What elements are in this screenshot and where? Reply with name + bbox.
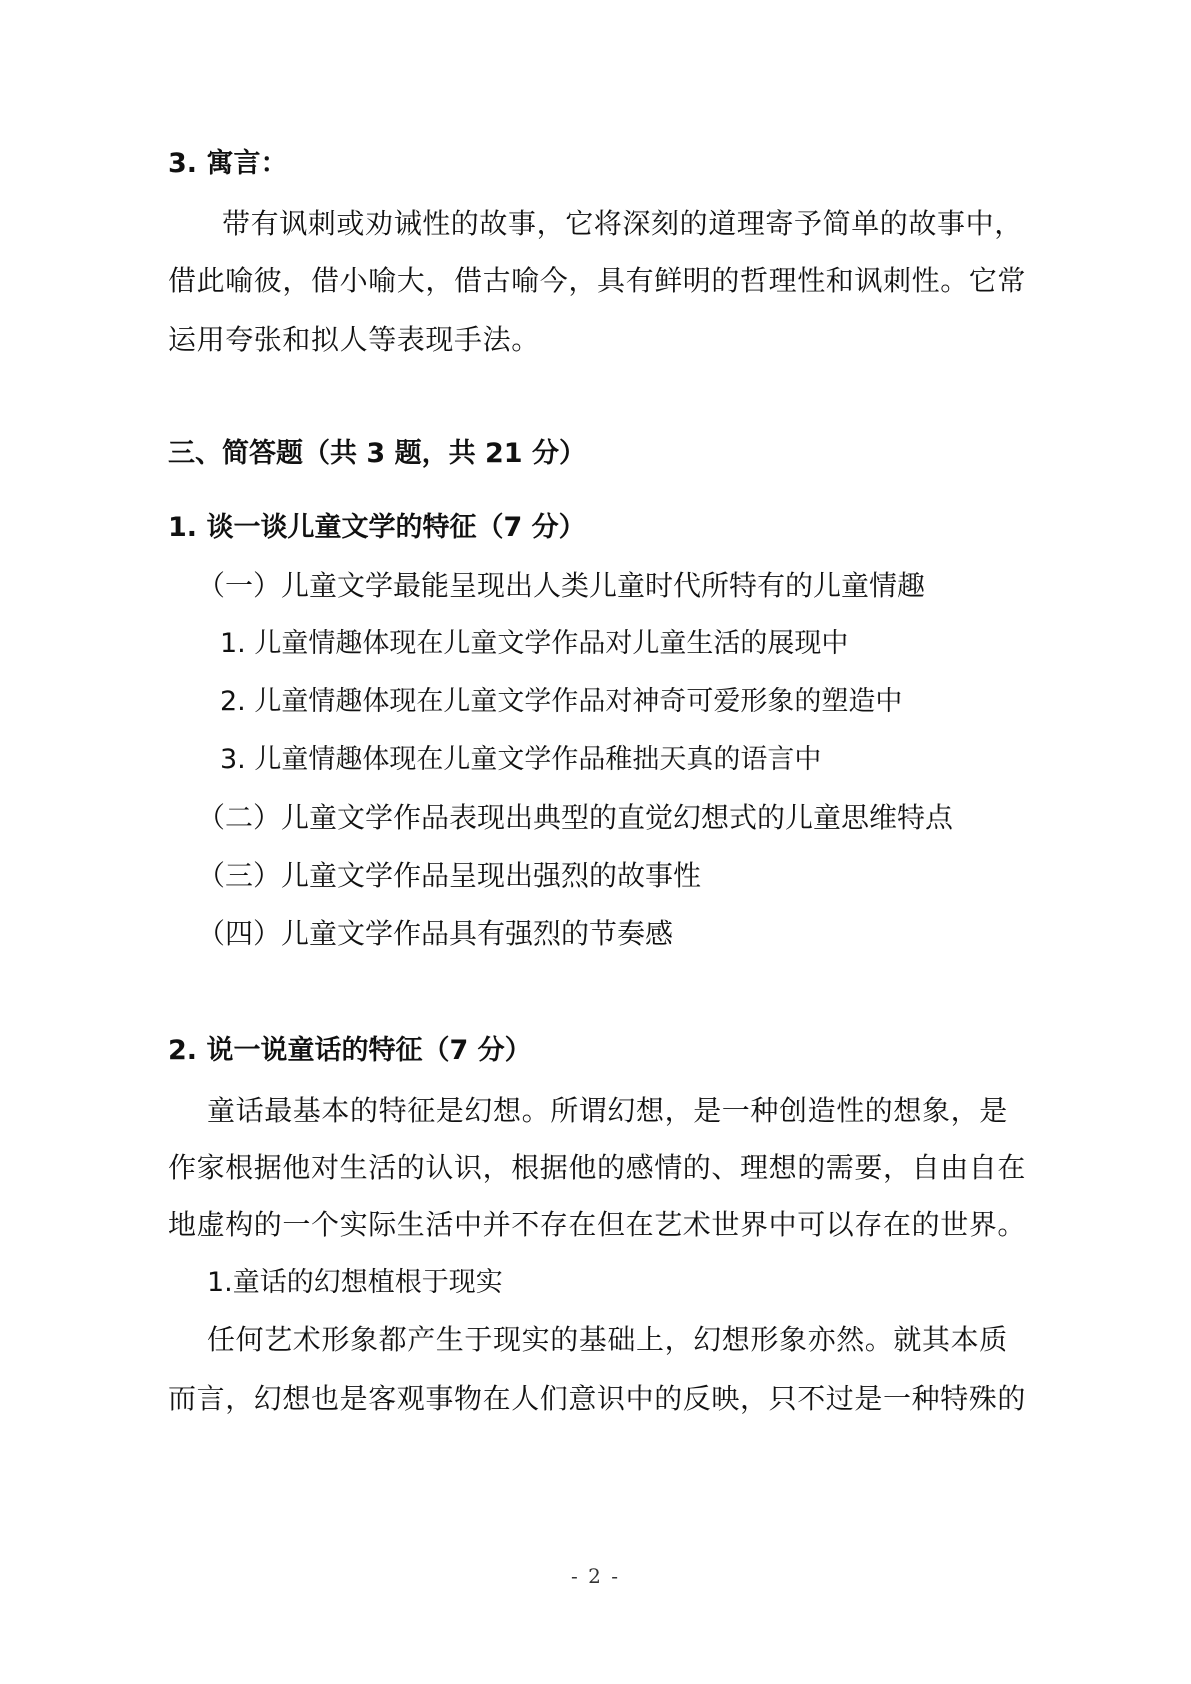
q2-para1-line-2: 作家根据他对生活的认识，根据他的感情的、理想的需要，自由自在 (168, 1151, 1027, 1184)
fable-heading: 3. 寓言： (168, 148, 288, 179)
q1-point-4: （四）儿童文学作品具有强烈的节奏感 (197, 917, 674, 950)
q2-para1-line-1: 童话最基本的特征是幻想。所谓幻想，是一种创造性的想象，是 (207, 1094, 1008, 1127)
q1-subpoint-2: 2. 儿童情趣体现在儿童文学作品对神奇可爱形象的塑造中 (220, 686, 903, 717)
fable-para-line-2: 借此喻彼，借小喻大，借古喻今，具有鲜明的哲理性和讽刺性。它常 (168, 264, 1027, 297)
q1-point-1: （一）儿童文学最能呈现出人类儿童时代所特有的儿童情趣 (197, 569, 926, 602)
q2-para2-line-2: 而言，幻想也是客观事物在人们意识中的反映，只不过是一种特殊的 (168, 1382, 1027, 1415)
fable-para-line-3: 运用夸张和拟人等表现手法。 (168, 323, 540, 356)
question-2-title: 2. 说一说童话的特征（7 分） (168, 1035, 532, 1066)
short-answer-heading: 三、简答题（共 3 题，共 21 分） (168, 438, 586, 469)
q2-para2-line-1: 任何艺术形象都产生于现实的基础上，幻想形象亦然。就其本质 (207, 1323, 1008, 1356)
page-number: - 2 - (571, 1564, 620, 1588)
question-1-title: 1. 谈一谈儿童文学的特征（7 分） (168, 512, 586, 543)
fable-para-line-1: 带有讽刺或劝诫性的故事，它将深刻的道理寄予简单的故事中， (222, 207, 1023, 240)
q1-point-2: （二）儿童文学作品表现出典型的直觉幻想式的儿童思维特点 (197, 801, 954, 834)
q1-point-3: （三）儿童文学作品呈现出强烈的故事性 (197, 859, 702, 892)
q2-para1-line-3: 地虚构的一个实际生活中并不存在但在艺术世界中可以存在的世界。 (168, 1208, 1027, 1241)
q1-subpoint-3: 3. 儿童情趣体现在儿童文学作品稚拙天真的语言中 (220, 744, 822, 775)
q2-subheading-1: 1.童话的幻想植根于现实 (207, 1267, 503, 1298)
q1-subpoint-1: 1. 儿童情趣体现在儿童文学作品对儿童生活的展现中 (220, 628, 849, 659)
